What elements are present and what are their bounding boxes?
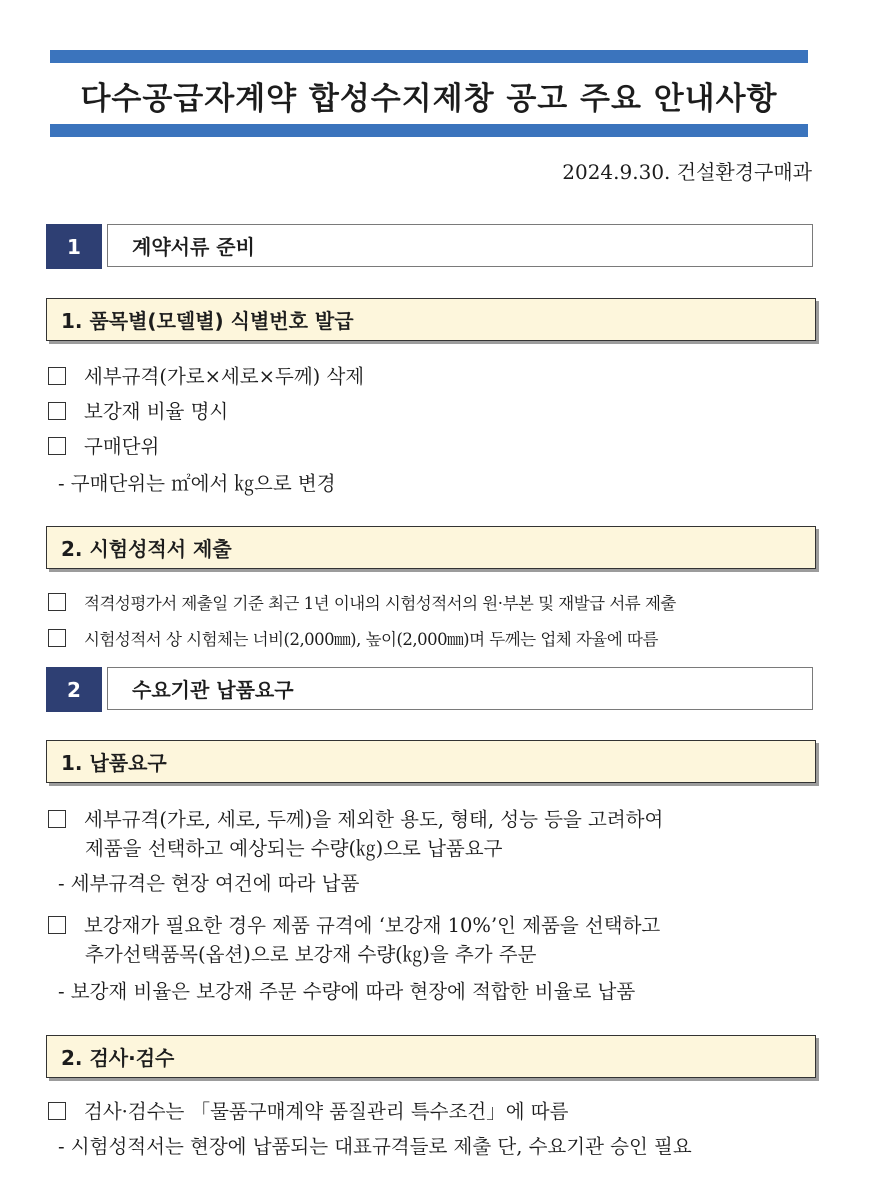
- note-text: - 세부규격은 현장 여건에 따라 납품: [58, 872, 360, 895]
- note-text: - 시험성적서는 현장에 납품되는 대표규격들로 제출 단, 수요기관 승인 필요: [58, 1135, 692, 1158]
- checkbox-item-continuation: 추가선택품목(옵션)으로 보강재 수량(㎏)을 추가 주문: [85, 943, 537, 966]
- section-2-number: 2: [46, 667, 102, 712]
- checkbox-item: 보강재 비율 명시: [48, 398, 228, 426]
- section-2-sub-2-title: 2. 검사·검수: [46, 1035, 816, 1078]
- checkbox-item: 시험성적서 상 시험체는 너비(2,000㎜), 높이(2,000㎜)며 두께는 업체 자율에 따름: [48, 626, 658, 654]
- checkbox-icon: [48, 1102, 66, 1120]
- checkbox-item: 적격성평가서 제출일 기준 최근 1년 이내의 시험성적서의 원·부본 및 재발급 서류 제출: [48, 590, 676, 618]
- checkbox-item: 검사·검수는 「물품구매계약 품질관리 특수조건」에 따름: [48, 1098, 568, 1126]
- checkbox-item: 세부규격(가로, 세로, 두께)을 제외한 용도, 형태, 성능 등을 고려하여: [48, 806, 663, 834]
- checkbox-item-continuation: 제품을 선택하고 예상되는 수량(㎏)으로 납품요구: [85, 837, 503, 860]
- page-title: 다수공급자계약 합성수지제창 공고 주요 안내사항: [80, 81, 778, 117]
- date-department: 2024.9.30. 건설환경구매과: [562, 160, 812, 184]
- section-2-title: 수요기관 납품요구: [107, 667, 813, 710]
- section-1-sub-1-title: 1. 품목별(모델별) 식별번호 발급: [46, 298, 816, 341]
- checkbox-icon: [48, 367, 66, 385]
- checkbox-item: 보강재가 필요한 경우 제품 규격에 ‘보강재 10%’인 제품을 선택하고: [48, 912, 660, 940]
- title-bottom-bar: [50, 124, 808, 137]
- checkbox-item: 세부규격(가로×세로×두께) 삭제: [48, 363, 364, 391]
- checkbox-item: 구매단위: [48, 433, 159, 461]
- checkbox-icon: [48, 593, 66, 611]
- note-text: - 보강재 비율은 보강재 주문 수량에 따라 현장에 적합한 비율로 납품: [58, 980, 636, 1003]
- checkbox-icon: [48, 916, 66, 934]
- title-top-bar: [50, 50, 808, 63]
- checkbox-icon: [48, 402, 66, 420]
- checkbox-icon: [48, 629, 66, 647]
- section-1-sub-2-title: 2. 시험성적서 제출: [46, 526, 816, 569]
- note-text: - 구매단위는 ㎡에서 ㎏으로 변경: [58, 472, 336, 495]
- section-2-sub-1-title: 1. 납품요구: [46, 740, 816, 783]
- section-1-title: 계약서류 준비: [107, 224, 813, 267]
- checkbox-icon: [48, 810, 66, 828]
- checkbox-icon: [48, 437, 66, 455]
- section-1-number: 1: [46, 224, 102, 269]
